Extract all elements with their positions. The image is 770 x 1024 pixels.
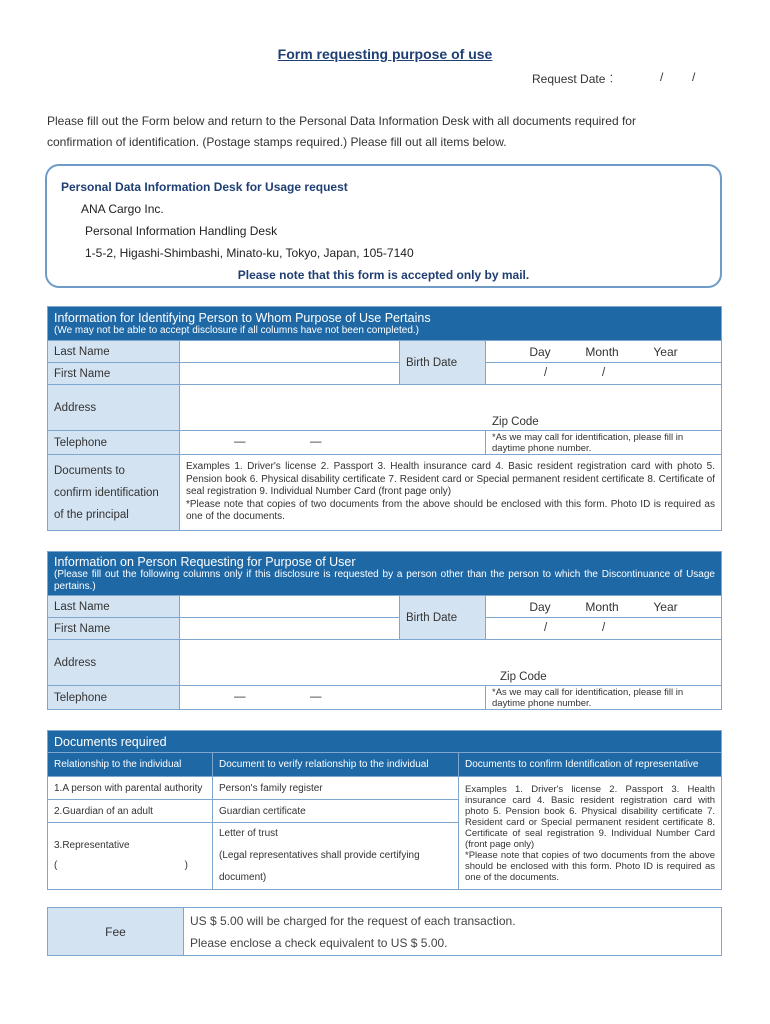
paren-close: ) [184, 860, 188, 871]
birth-date-label: Birth Date [400, 341, 486, 385]
birth-date-field[interactable] [486, 618, 722, 640]
col-relationship: Relationship to the individual [48, 753, 213, 777]
desk-heading: Personal Data Information Desk for Usage request [61, 180, 348, 194]
paren-open: ( [54, 860, 58, 871]
relationship-guardian: 2.Guardian of an adult [48, 800, 213, 823]
last-name-field[interactable] [180, 341, 400, 363]
day-label: Day [529, 344, 551, 359]
year-label: Year [653, 599, 678, 614]
month-label: Month [585, 344, 619, 359]
month-label: Month [585, 599, 619, 614]
docs-examples: Examples 1. Driver's license 2. Passport 3. Health insurance card 4. Basic resident registration card with photo 5. Pension book 6. Physical disability certificate 7. Resident card or Special permanent resident certificate 8. Certificate of seal registration 9. Individual Number Card (front page only) [186, 461, 715, 498]
section1-title: Information for Identifying Person to Whom Purpose of Use Pertains [54, 310, 431, 325]
rep-docs-note: *Please note that copies of two documents from the above should be enclosed with this form. Photo ID is required as one of the documents. [465, 849, 715, 883]
year-label: Year [653, 344, 678, 359]
desk-note: Please note that this form is accepted only by mail. [237, 268, 530, 282]
fee-details [184, 908, 722, 956]
zip-code-label: Zip Code [500, 671, 547, 683]
request-date-label: Request Date︰ [532, 72, 618, 86]
section1-header [48, 307, 722, 341]
first-name-label: First Name [48, 618, 180, 640]
col-verify-document: Document to verify relationship to the individual [213, 753, 459, 777]
address-label: Address [48, 640, 180, 686]
date-separator: / [660, 70, 664, 84]
relationship-representative[interactable] [48, 823, 213, 890]
phone-separator: — [310, 435, 322, 448]
telephone-field[interactable] [180, 431, 486, 455]
fee-line-1: US $ 5.00 will be charged for the request of each transaction. [190, 913, 516, 928]
phone-separator: — [234, 435, 246, 448]
date-separator: / [692, 70, 696, 84]
address-field[interactable] [180, 385, 722, 431]
info-desk-box [45, 164, 722, 288]
col-rep-documents: Documents to confirm Identification of representative [459, 753, 722, 777]
last-name-field[interactable] [180, 596, 400, 618]
desk-address: 1-5-2, Higashi-Shimbashi, Minato-ku, Tokyo, Japan, 105-7140 [85, 246, 414, 260]
documents-required-table [47, 730, 722, 890]
birth-date-label: Birth Date [400, 596, 486, 640]
docs-label-line: of the principal [54, 508, 129, 521]
docs-label-line: Documents to [54, 464, 125, 477]
intro-line-1: Please fill out the Form below and return to the Personal Data Information Desk with all documents required for [47, 114, 636, 128]
date-separator: / [544, 621, 548, 634]
phone-separator: — [234, 690, 246, 703]
intro-line-2: confirmation of identification. (Postage stamps required.) Please fill out all items below. [47, 135, 507, 149]
date-separator: / [602, 366, 606, 379]
zip-code-label: Zip Code [492, 416, 539, 428]
doc-guardian-certificate: Guardian certificate [213, 800, 459, 823]
first-name-field[interactable] [180, 618, 400, 640]
doc-family-register: Person's family register [213, 777, 459, 800]
rep-documents-list [459, 777, 722, 890]
fee-line-2: Please enclose a check equivalent to US $ 5.00. [190, 935, 448, 950]
telephone-note: *As we may call for identification, please fill in daytime phone number. [486, 431, 722, 455]
desk-department: Personal Information Handling Desk [85, 224, 278, 238]
principal-info-table [47, 306, 722, 531]
address-label: Address [48, 385, 180, 431]
birth-date-header [486, 596, 722, 618]
first-name-field[interactable] [180, 363, 400, 385]
section2-title: Information on Person Requesting for Purpose of User [54, 554, 356, 569]
birth-date-header [486, 341, 722, 363]
docs-principal-list [180, 455, 722, 531]
telephone-note: *As we may call for identification, please fill in daytime phone number. [486, 686, 722, 710]
last-name-label: Last Name [48, 596, 180, 618]
date-separator: / [602, 621, 606, 634]
relationship-parental: 1.A person with parental authority [48, 777, 213, 800]
section1-subtitle: (We may not be able to accept disclosure if all columns have not been completed.) [54, 324, 420, 336]
doc-line: document) [219, 872, 267, 883]
doc-line: Letter of trust [219, 828, 278, 839]
day-label: Day [529, 599, 551, 614]
telephone-field[interactable] [180, 686, 486, 710]
doc-line: (Legal representatives shall provide certifying [219, 850, 420, 861]
last-name-label: Last Name [48, 341, 180, 363]
doc-letter-of-trust [213, 823, 459, 890]
form-title: Form requesting purpose of use [277, 46, 493, 62]
section2-subtitle: (Please fill out the following columns only if this disclosure is requested by a person other than the person to which the Discontinuance of Usage pertains.) [54, 568, 715, 592]
section2-header [48, 552, 722, 596]
date-separator: / [544, 366, 548, 379]
docs-principal-label [48, 455, 180, 531]
birth-date-field[interactable] [486, 363, 722, 385]
representative-label: 3.Representative [54, 840, 130, 851]
section3-header [48, 731, 722, 753]
request-date [532, 70, 696, 87]
docs-label-line: confirm identification [54, 486, 159, 499]
address-field[interactable] [180, 640, 722, 686]
docs-note: *Please note that copies of two documents from the above should be enclosed with this form. Photo ID is required as one of the documents. [186, 498, 715, 523]
telephone-label: Telephone [48, 431, 180, 455]
desk-company: ANA Cargo Inc. [81, 202, 164, 216]
telephone-label: Telephone [48, 686, 180, 710]
section3-title: Documents required [54, 734, 167, 749]
requester-info-table [47, 551, 722, 710]
phone-separator: — [310, 690, 322, 703]
fee-label: Fee [48, 908, 184, 956]
rep-docs-examples: Examples 1. Driver's license 2. Passport 3. Health insurance card 4. Basic resident registration card with photo 5. Pension book 6. Physical disability certificate 7. Resident card or Special permanent resident certificate 8. Certificate of seal registration 9. Individual Number Card (front page only) [465, 783, 715, 850]
first-name-label: First Name [48, 363, 180, 385]
fee-table [47, 907, 722, 956]
